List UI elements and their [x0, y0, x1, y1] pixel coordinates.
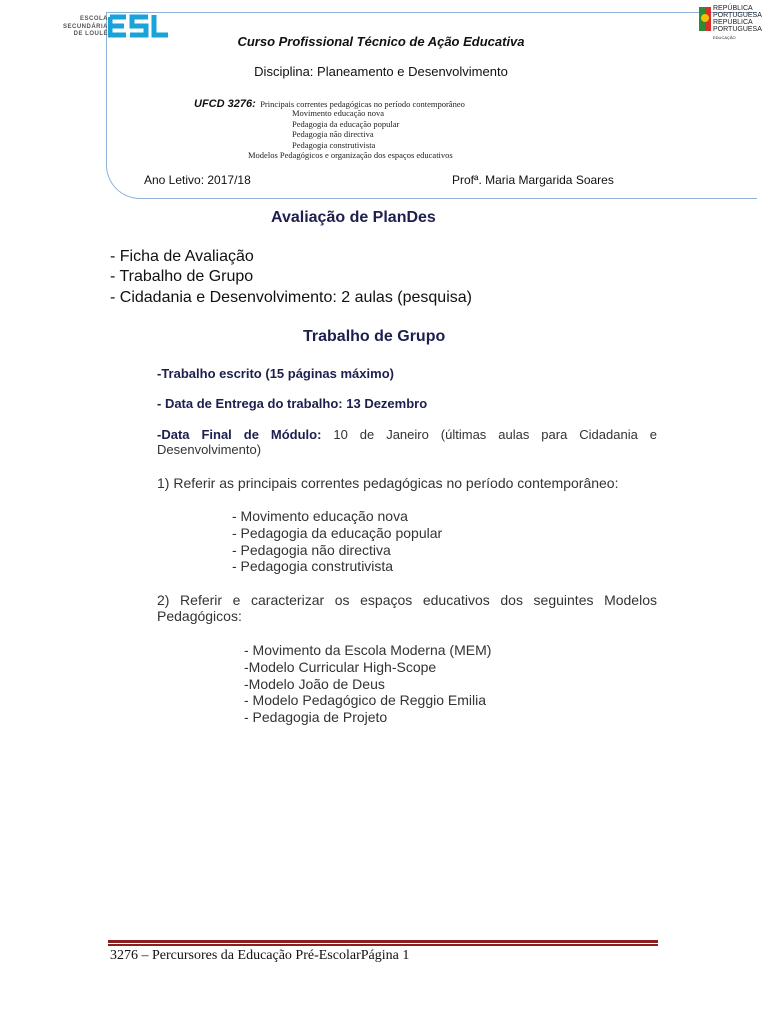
evaluation-item: - Ficha de Avaliação — [110, 248, 254, 265]
footer-divider — [108, 940, 658, 946]
question-2: 2) Referir e caracterizar os espaços educativos dos seguintes Modelos Pedagógicos: — [157, 592, 657, 624]
list-item: - Pedagogia construtivista — [232, 558, 394, 575]
list-item: - Pedagogia de Projeto — [244, 709, 388, 726]
ufcd-line: Pedagogia da educação popular — [292, 119, 400, 129]
written-work: -Trabalho escrito (15 páginas máximo) — [157, 366, 394, 381]
teacher-name: Profª. Maria Margarida Soares — [452, 173, 614, 187]
evaluation-item: - Cidadania e Desenvolvimento: 2 aulas (pesquisa) — [110, 289, 472, 306]
list-item: - Pedagogia da educação popular — [232, 524, 443, 541]
government-emblem-icon — [697, 5, 713, 35]
ufcd-label: UFCD 3276: — [194, 98, 256, 110]
group-work-title: Trabalho de Grupo — [303, 328, 446, 345]
government-logo-text: REPÚBLICA PORTUGUESA REPÚBLICA PORTUGUESA EDUCAÇÃO — [713, 5, 762, 40]
course-title: Curso Profissional Técnico de Ação Educativa — [237, 34, 525, 49]
list-item: - Modelo Pedagógico de Reggio Emilia — [244, 692, 487, 709]
page-footer: 3276 – Percursores da Educação Pré-EscolarPágina 1 — [110, 948, 410, 963]
delivery-date: - Data de Entrega do trabalho: 13 Dezembro — [157, 396, 428, 411]
ufcd-line: Modelos Pedagógicos e organização dos espaços educativos — [248, 150, 453, 160]
list-item: - Movimento educação nova — [232, 508, 408, 524]
question-2-list — [244, 642, 491, 726]
discipline: Disciplina: Planeamento e Desenvolvimento — [254, 64, 508, 79]
list-item: - Movimento da Escola Moderna (MEM) — [244, 642, 492, 658]
ufcd-line: Movimento educação nova — [292, 108, 385, 118]
question-1-list — [232, 508, 442, 575]
final-date — [157, 427, 657, 457]
final-date-label: -Data Final de Módulo: — [157, 427, 322, 442]
question-1: 1) Referir as principais correntes pedagógicas no período contemporâneo: — [157, 475, 619, 491]
list-item: -Modelo João de Deus — [244, 675, 385, 692]
evaluation-title: Avaliação de PlanDes — [271, 209, 436, 226]
school-year: Ano Letivo: 2017/18 — [144, 173, 251, 187]
final-date-value: 10 de Janeiro (últimas aulas para Cidadania e Desenvolvimento) — [157, 427, 657, 457]
ufcd-line: Pedagogia construtivista — [292, 140, 376, 150]
ufcd-line: Principais correntes pedagógicas no período contemporâneo — [260, 99, 465, 109]
school-logo-text: ESCOLA SECUNDÁRIA DE LOULÉ — [62, 16, 108, 37]
list-item: - Pedagogia não directiva — [232, 541, 391, 558]
list-item: -Modelo Curricular High-Scope — [244, 658, 437, 675]
evaluation-item: - Trabalho de Grupo — [110, 268, 254, 285]
ufcd-line: Pedagogia não directiva — [292, 129, 374, 139]
